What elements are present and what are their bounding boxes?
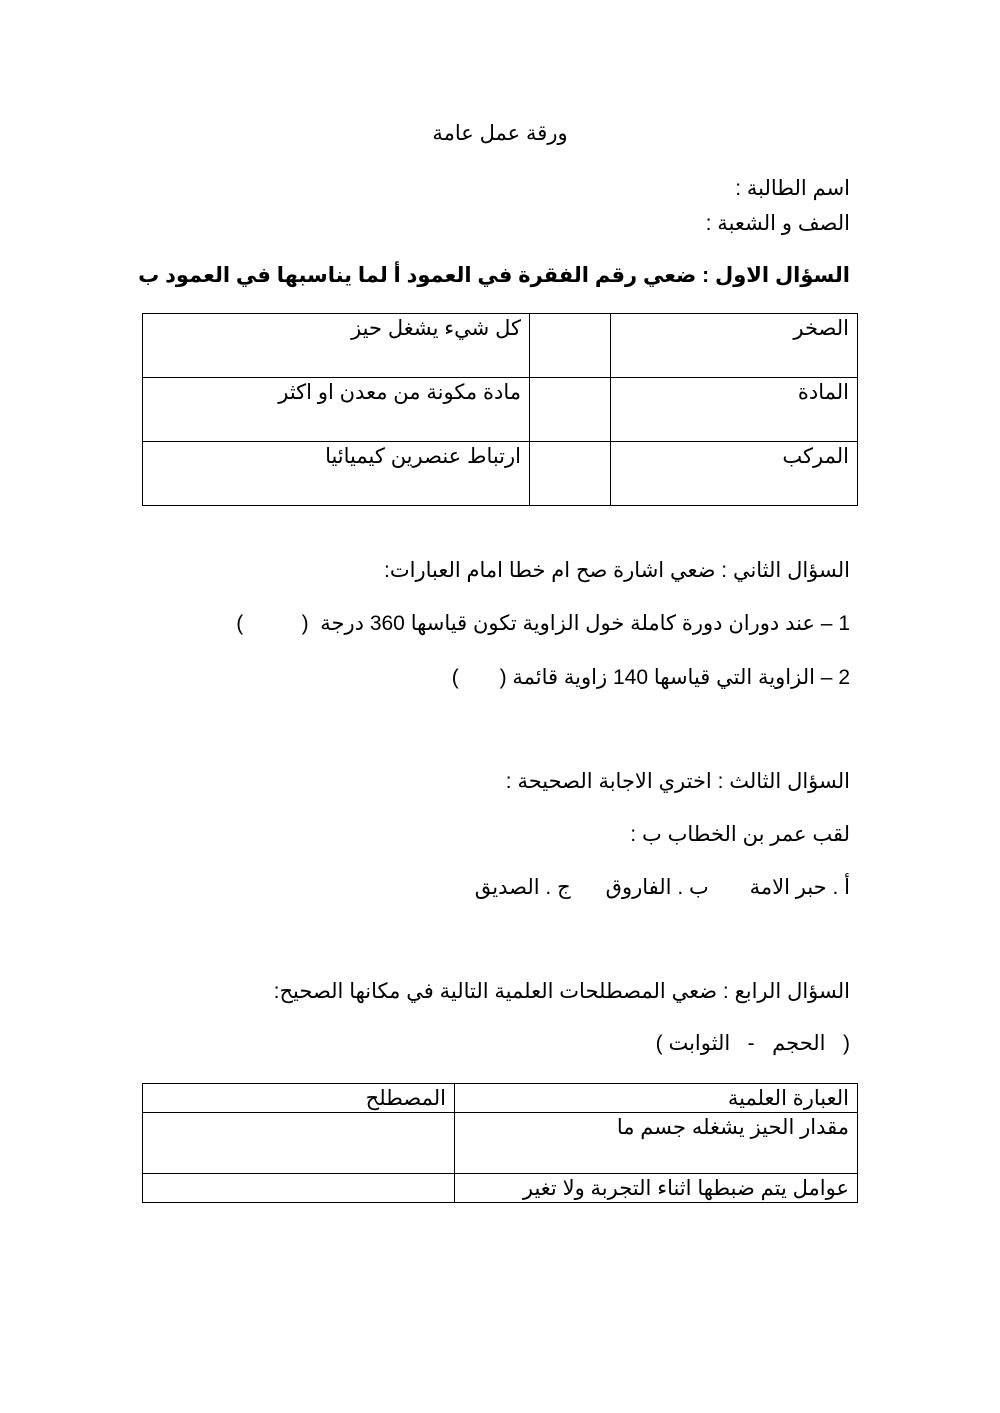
- table-row: [143, 314, 858, 378]
- class-label: الصف و الشعبة :: [705, 212, 850, 235]
- q4-statement-cell: مقدار الحيز يشغله جسم ما: [455, 1113, 858, 1174]
- q4-col-statement: العبارة العلمية: [455, 1084, 858, 1113]
- q4-term-blank[interactable]: [143, 1113, 455, 1174]
- q1-definition-cell: مادة مكونة من معدن او اكثر: [143, 378, 530, 442]
- table-row: [143, 1174, 858, 1203]
- q3-options: أ . حبر الامة ب . الفاروق ج . الصديق: [474, 876, 850, 899]
- q1-term-cell: المركب: [611, 442, 858, 506]
- student-name-label: اسم الطالبة :: [735, 177, 850, 200]
- table-row: [143, 1084, 858, 1113]
- q4-term-blank[interactable]: [143, 1174, 455, 1203]
- q1-definition-cell: كل شيء يشغل حيز: [143, 314, 530, 378]
- q2-item-2: 2 – الزاوية التي قياسها 140 زاوية قائمة ( ): [451, 666, 850, 689]
- q3-question: لقب عمر بن الخطاب ب :: [630, 823, 850, 846]
- q2-heading: السؤال الثاني : ضعي اشارة صح ام خطا امام العبارات:: [384, 559, 850, 582]
- q1-term-cell: المادة: [611, 378, 858, 442]
- q4-terms-table: [142, 1083, 858, 1203]
- q1-heading: السؤال الاول : ضعي رقم الفقرة في العمود أ لما يناسبها في العمود ب: [138, 264, 850, 287]
- q1-answer-blank[interactable]: [530, 442, 611, 506]
- worksheet-title: ورقة عمل عامة: [432, 122, 568, 145]
- table-row: [143, 442, 858, 506]
- q2-item-1: 1 – عند دوران دورة كاملة خول الزاوية تكون قياسها 360 درجة ( ): [236, 612, 850, 635]
- q4-statement-cell: عوامل يتم ضبطها اثناء التجربة ولا تغير: [455, 1174, 858, 1203]
- q1-definition-cell: ارتباط عنصرين كيميائيا: [143, 442, 530, 506]
- q1-answer-blank[interactable]: [530, 314, 611, 378]
- q1-answer-blank[interactable]: [530, 378, 611, 442]
- q4-col-term: المصطلح: [143, 1084, 455, 1113]
- q4-heading: السؤال الرابع : ضعي المصطلحات العلمية التالية في مكانها الصحيح:: [273, 980, 850, 1003]
- table-row: [143, 1113, 858, 1174]
- q1-matching-table: [142, 313, 858, 506]
- q3-heading: السؤال الثالث : اختري الاجابة الصحيحة :: [505, 770, 850, 793]
- q4-terms: ( الحجم - الثوابت ): [655, 1032, 850, 1055]
- table-row: [143, 378, 858, 442]
- q1-term-cell: الصخر: [611, 314, 858, 378]
